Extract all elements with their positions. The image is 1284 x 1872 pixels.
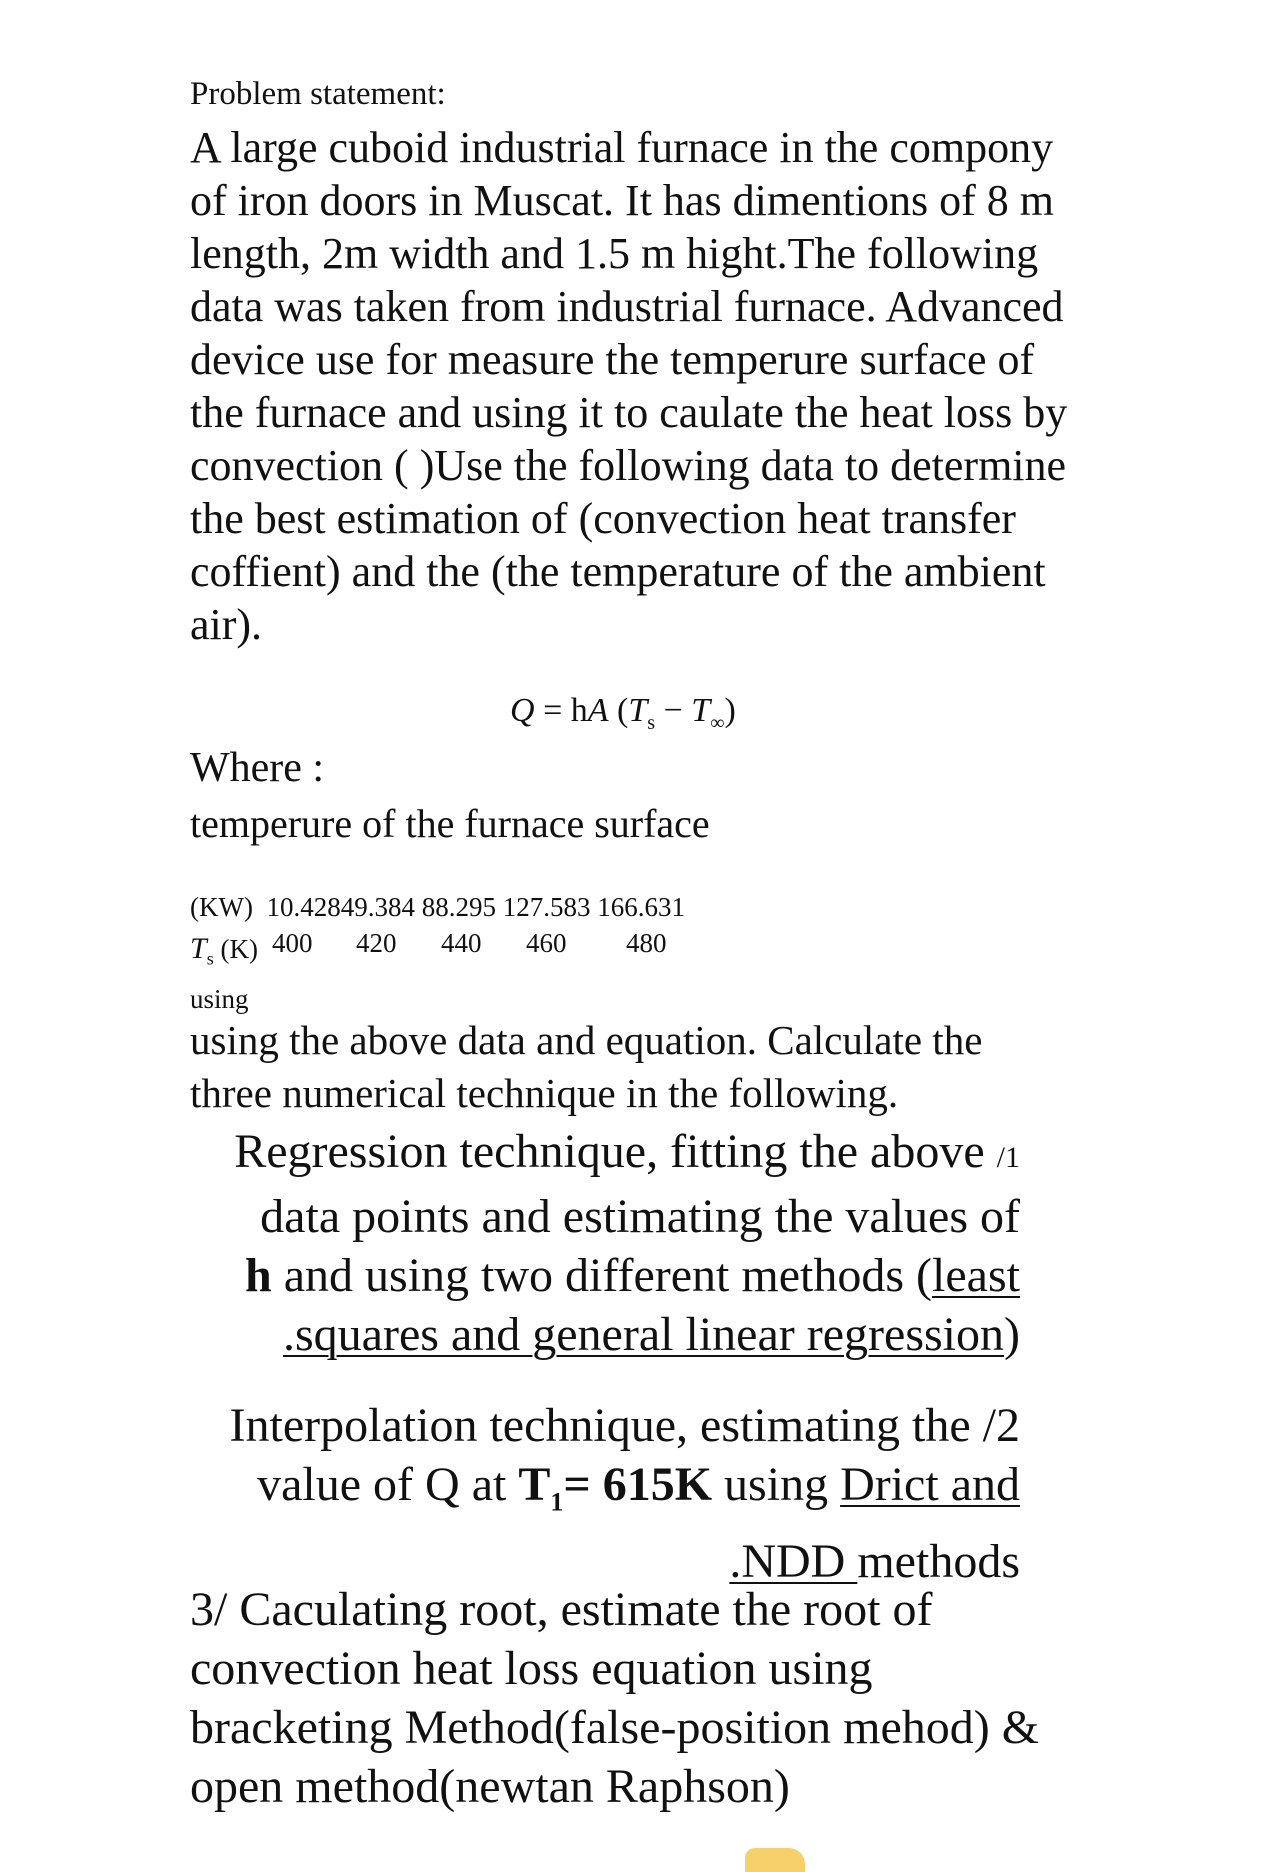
q-value: 127.583 (502, 892, 591, 922)
problem-paragraph (190, 121, 1067, 651)
q-value: 49.384 (340, 892, 415, 922)
instruction-line: using the above data and equation. Calculate the (190, 1017, 983, 1063)
task3-line: convection heat loss equation using (190, 1642, 873, 1695)
task2-text: using (712, 1458, 841, 1511)
eq-equals: = (543, 692, 563, 729)
eq-close: ) (724, 692, 736, 729)
q-value: 88.295 (421, 892, 496, 922)
t-label (190, 932, 258, 969)
task1-number: /1 (996, 1141, 1020, 1174)
problem-heading: Problem statement: (190, 76, 446, 112)
task3-line: open method(newtan Raphson) (190, 1760, 790, 1813)
eq-a: A (587, 692, 609, 729)
paragraph-line: data was taken from industrial furnace. Advanced (190, 282, 1064, 331)
eq-ts: T (628, 692, 648, 729)
q-value: 10.428 (266, 892, 341, 922)
task3-line: 3/ Caculating root, estimate the root of (190, 1583, 933, 1636)
t-value: 440 (441, 928, 482, 958)
task2-t-sub: 1 (550, 1487, 564, 1517)
q-value: 166.631 (597, 892, 685, 922)
t-value: 480 (626, 928, 667, 958)
task-interpolation (160, 1396, 1020, 1591)
where-label: Where : (190, 745, 325, 791)
eq-q: Q (510, 692, 535, 729)
task2-drict: Drict and (840, 1458, 1020, 1511)
t-sub: s (206, 948, 214, 969)
task2-line: Interpolation technique, estimating the /2 (229, 1399, 1020, 1452)
t-unit: (K) (220, 934, 258, 964)
eq-tinf: T (691, 692, 711, 729)
instruction-paragraph (190, 1014, 982, 1120)
using-small-label: using (190, 984, 249, 1014)
instruction-line: three numerical technique in the following. (190, 1070, 899, 1116)
t-value: 400 (272, 928, 313, 958)
t-symbol: T (190, 932, 207, 965)
paragraph-line: device use for measure the temperure surface of (190, 335, 1035, 384)
task1-line: and using two different methods ( (271, 1249, 933, 1302)
task1-methods: .squares and general linear regression (282, 1308, 1005, 1361)
task-regression (160, 1122, 1020, 1364)
furnace-surface-label: temperure of the furnace surface (190, 801, 710, 846)
task2-ndd: .NDD (729, 1534, 858, 1588)
task1-h: h (245, 1249, 272, 1302)
paragraph-line: coffient) and the (the temperature of the ambient (190, 547, 1046, 596)
eq-h: h (570, 692, 588, 729)
eq-open: ( (617, 692, 629, 729)
task1-line: Regression technique, fitting the above (234, 1125, 985, 1178)
paragraph-line: air). (190, 600, 263, 649)
eq-minus: − (663, 692, 683, 729)
q-label: (KW) (190, 892, 253, 922)
task2-t: T (518, 1458, 551, 1511)
paragraph-line: of iron doors in Muscat. It has dimentions of 8 m (190, 176, 1055, 225)
paragraph-line: the best estimation of (convection heat transfer (190, 494, 1016, 543)
paragraph-line: A large cuboid industrial furnace in the compony (190, 123, 1054, 172)
task1-line: data points and estimating the values of (260, 1190, 1020, 1243)
t-data-row (190, 928, 667, 969)
t-value: 420 (356, 928, 397, 958)
eq-ts-sub: s (647, 711, 656, 734)
heat-loss-equation (510, 692, 736, 735)
task2-methods: methods (857, 1534, 1020, 1588)
paragraph-line: convection ( )Use the following data to determine (190, 441, 1067, 490)
highlight-smudge (745, 1848, 805, 1872)
task2-value: = 615K (563, 1458, 713, 1511)
task2-text: value of Q at (257, 1458, 519, 1511)
t-value: 460 (526, 928, 567, 958)
paragraph-line: length, 2m width and 1.5 m hight.The following (190, 229, 1039, 278)
task1-least: least (932, 1249, 1020, 1302)
task1-close-paren: ) (1004, 1308, 1020, 1361)
paragraph-line: the furnace and using it to caulate the heat loss by (190, 388, 1068, 437)
eq-tinf-sub: ∞ (710, 711, 725, 734)
q-data-row (190, 892, 685, 923)
task3-line: bracketing Method(false-position mehod) & (190, 1701, 1040, 1754)
task-root-finding (190, 1580, 1039, 1816)
